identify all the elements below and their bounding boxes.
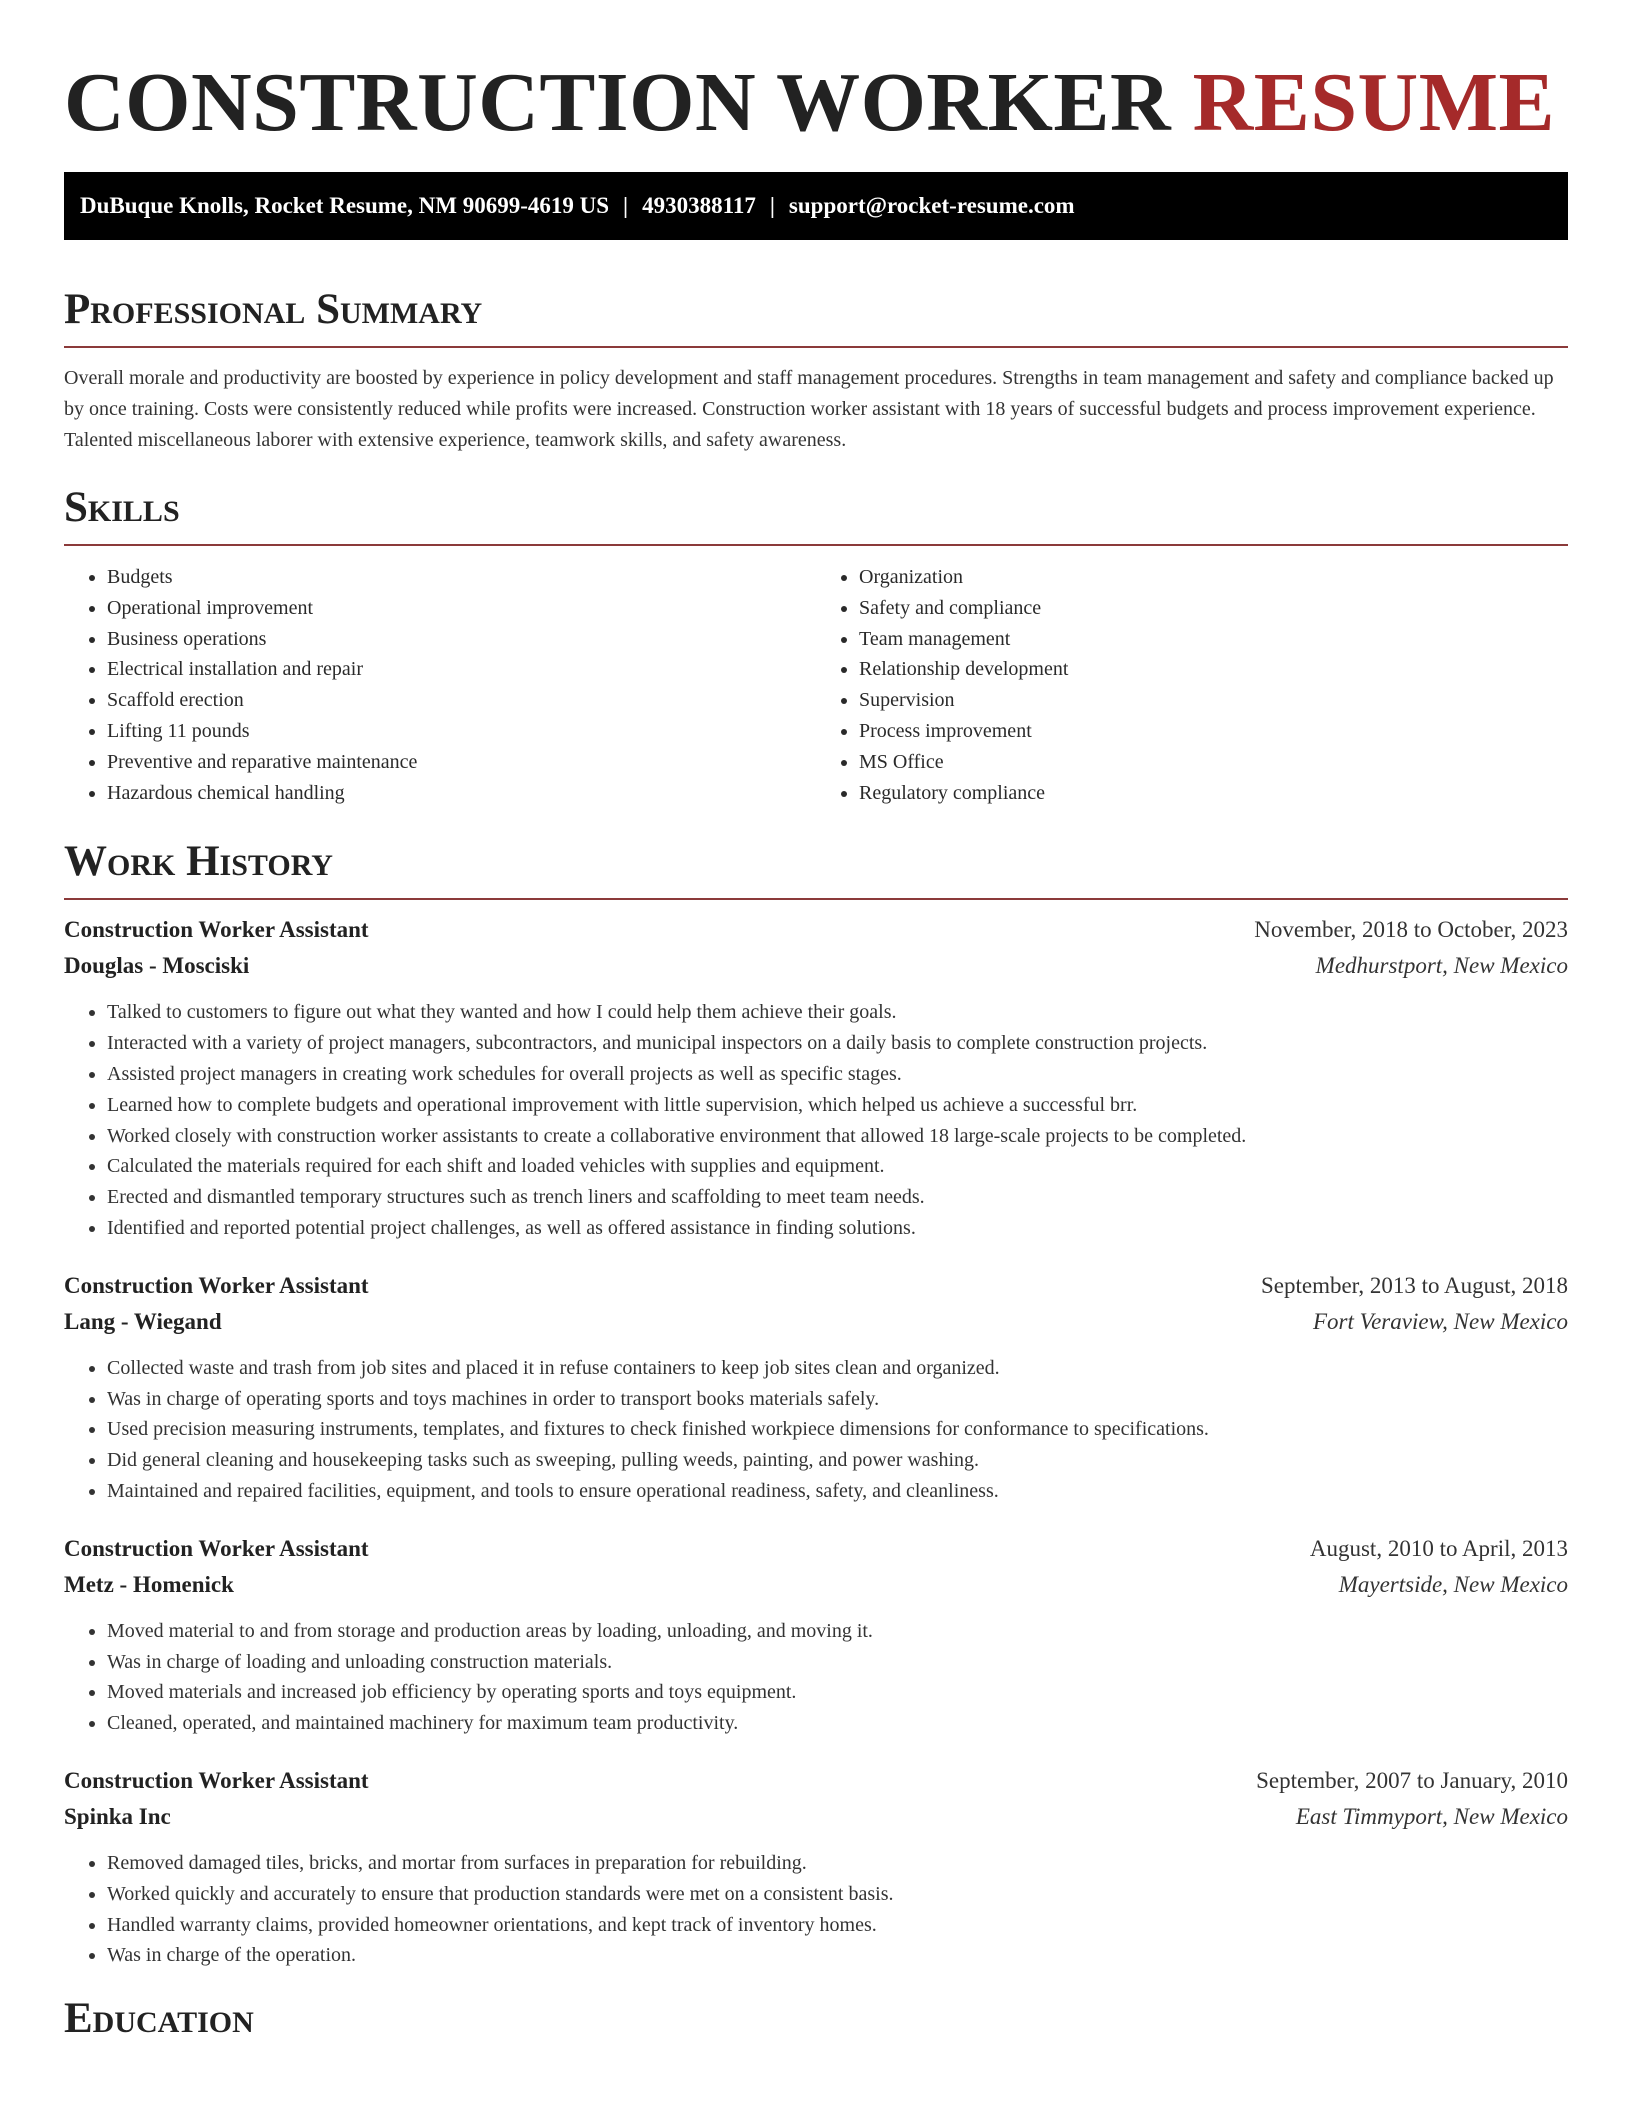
contact-separator: | <box>623 193 629 218</box>
job-subheader-row <box>64 948 1568 984</box>
job-entry <box>64 912 1568 1243</box>
job-bullet: • Was in charge of loading and unloading construction materials. <box>107 1647 1568 1678</box>
job-subheader-row <box>64 1567 1568 1603</box>
job-bullet: • Calculated the materials required for each shift and loaded vehicles with supplies and equipment. <box>107 1151 1568 1182</box>
job-company: Spinka Inc <box>64 1803 171 1829</box>
job-location: East Timmyport, New Mexico <box>1295 1803 1568 1829</box>
skills-list-left <box>64 562 816 808</box>
job-title: Construction Worker Assistant <box>64 917 369 943</box>
job-company: Metz - Homenick <box>64 1571 234 1597</box>
skill-item: • Business operations <box>107 624 816 655</box>
job-header-row <box>64 912 1568 948</box>
job-header-row <box>64 1268 1568 1304</box>
skill-item: • Team management <box>859 624 1568 655</box>
job-location: Mayertside, New Mexico <box>1338 1571 1568 1597</box>
job-title: Construction Worker Assistant <box>64 1272 369 1298</box>
job-bullet: • Learned how to complete budgets and operational improvement with little supervision, which helped us achieve a successful brr. <box>107 1090 1568 1121</box>
job-bullets <box>64 1616 1568 1739</box>
contact-bar <box>64 172 1568 240</box>
skill-item: • Budgets <box>107 562 816 593</box>
contact-separator: | <box>769 193 775 218</box>
job-dates: September, 2007 to January, 2010 <box>1256 1767 1568 1793</box>
job-bullet: • Used precision measuring instruments, templates, and fixtures to check finished workpiece dimensions for conformance to specifications. <box>107 1414 1568 1445</box>
skill-item: • Process improvement <box>859 716 1568 747</box>
skill-item: • Electrical installation and repair <box>107 654 816 685</box>
job-bullets <box>64 1848 1568 1971</box>
skill-item: • MS Office <box>859 747 1568 778</box>
job-bullets <box>64 1353 1568 1507</box>
job-subheader-row <box>64 1304 1568 1340</box>
skills-list-right <box>816 562 1568 808</box>
work-heading: Work History <box>64 838 333 886</box>
summary-heading: Professional Summary <box>64 286 483 333</box>
job-bullet: • Interacted with a variety of project managers, subcontractors, and municipal inspectors on a daily basis to complete construction projects. <box>107 1028 1568 1059</box>
title-accent: RESUME <box>1192 56 1556 149</box>
job-dates: August, 2010 to April, 2013 <box>1309 1535 1568 1561</box>
job-bullet: • Maintained and repaired facilities, equipment, and tools to ensure operational readiness, safety, and cleanliness. <box>107 1476 1568 1507</box>
skill-item: • Scaffold erection <box>107 685 816 716</box>
job-location: Medhurstport, New Mexico <box>1315 953 1568 979</box>
work-history-list <box>64 912 1568 1971</box>
skill-item: • Operational improvement <box>107 593 816 624</box>
contact-address: DuBuque Knolls, Rocket Resume, NM 90699-4619 US <box>80 193 610 218</box>
resume-title <box>64 0 1568 150</box>
job-subheader-row <box>64 1799 1568 1835</box>
job-bullet: • Worked quickly and accurately to ensure that production standards were met on a consistent basis. <box>107 1879 1568 1910</box>
job-header-row <box>64 1763 1568 1799</box>
job-title: Construction Worker Assistant <box>64 1535 369 1561</box>
skill-item: • Hazardous chemical handling <box>107 778 816 809</box>
job-title: Construction Worker Assistant <box>64 1767 369 1793</box>
job-bullet: • Collected waste and trash from job sites and placed it in refuse containers to keep job sites clean and organized. <box>107 1353 1568 1384</box>
job-dates: September, 2013 to August, 2018 <box>1260 1272 1568 1298</box>
job-entry <box>64 1763 1568 1971</box>
skills-divider <box>64 544 1568 546</box>
skill-item: • Supervision <box>859 685 1568 716</box>
job-bullet: • Was in charge of the operation. <box>107 1940 1568 1971</box>
job-location: Fort Veraview, New Mexico <box>1312 1308 1568 1334</box>
job-bullet: • Assisted project managers in creating work schedules for overall projects as well as specific stages. <box>107 1059 1568 1090</box>
job-entry <box>64 1531 1568 1739</box>
contact-email[interactable]: support@rocket-resume.com <box>788 193 1075 218</box>
job-bullets <box>64 997 1568 1243</box>
job-company: Douglas - Mosciski <box>64 953 250 979</box>
skill-item: • Regulatory compliance <box>859 778 1568 809</box>
title-main: CONSTRUCTION WORKER <box>64 56 1172 149</box>
job-bullet: • Talked to customers to figure out what they wanted and how I could help them achieve their goals. <box>107 997 1568 1028</box>
job-bullet: • Moved materials and increased job efficiency by operating sports and toys equipment. <box>107 1677 1568 1708</box>
job-bullet: • Handled warranty claims, provided homeowner orientations, and kept track of inventory homes. <box>107 1910 1568 1941</box>
job-company: Lang - Wiegand <box>64 1308 222 1334</box>
skills-columns <box>64 562 1568 808</box>
skill-item: • Preventive and reparative maintenance <box>107 747 816 778</box>
job-bullet: • Worked closely with construction worker assistants to create a collaborative environment that allowed 18 large-scale projects to be completed. <box>107 1121 1568 1152</box>
skill-item: • Safety and compliance <box>859 593 1568 624</box>
education-heading: Education <box>64 1995 254 2043</box>
job-entry <box>64 1268 1568 1507</box>
job-bullet: • Cleaned, operated, and maintained machinery for maximum team productivity. <box>107 1708 1568 1739</box>
job-bullet: • Removed damaged tiles, bricks, and mortar from surfaces in preparation for rebuilding. <box>107 1848 1568 1879</box>
job-bullet: • Erected and dismantled temporary structures such as trench liners and scaffolding to meet team needs. <box>107 1182 1568 1213</box>
job-dates: November, 2018 to October, 2023 <box>1254 917 1568 943</box>
job-bullet: • Identified and reported potential project challenges, as well as offered assistance in finding solutions. <box>107 1213 1568 1244</box>
summary-text: Overall morale and productivity are boosted by experience in policy development and staff management procedures. Strengths in team management and safety and compliance backed up by once training. Costs were consistently reduced while profits were increased. Construction worker assistant with 18 years of successful budgets and process improvement experience. Talented miscellaneous laborer with extensive experience, teamwork skills, and safety awareness. <box>64 367 1554 451</box>
job-header-row <box>64 1531 1568 1567</box>
summary-divider <box>64 346 1568 348</box>
skill-item: • Lifting 11 pounds <box>107 716 816 747</box>
contact-phone[interactable]: 4930388117 <box>642 193 756 218</box>
skill-item: • Organization <box>859 562 1568 593</box>
job-bullet: • Moved material to and from storage and production areas by loading, unloading, and moving it. <box>107 1616 1568 1647</box>
work-divider <box>64 898 1568 900</box>
skill-item: • Relationship development <box>859 654 1568 685</box>
job-bullet: • Was in charge of operating sports and toys machines in order to transport books materials safely. <box>107 1384 1568 1415</box>
job-bullet: • Did general cleaning and housekeeping tasks such as sweeping, pulling weeds, painting, and power washing. <box>107 1445 1568 1476</box>
skills-heading: Skills <box>64 484 180 531</box>
